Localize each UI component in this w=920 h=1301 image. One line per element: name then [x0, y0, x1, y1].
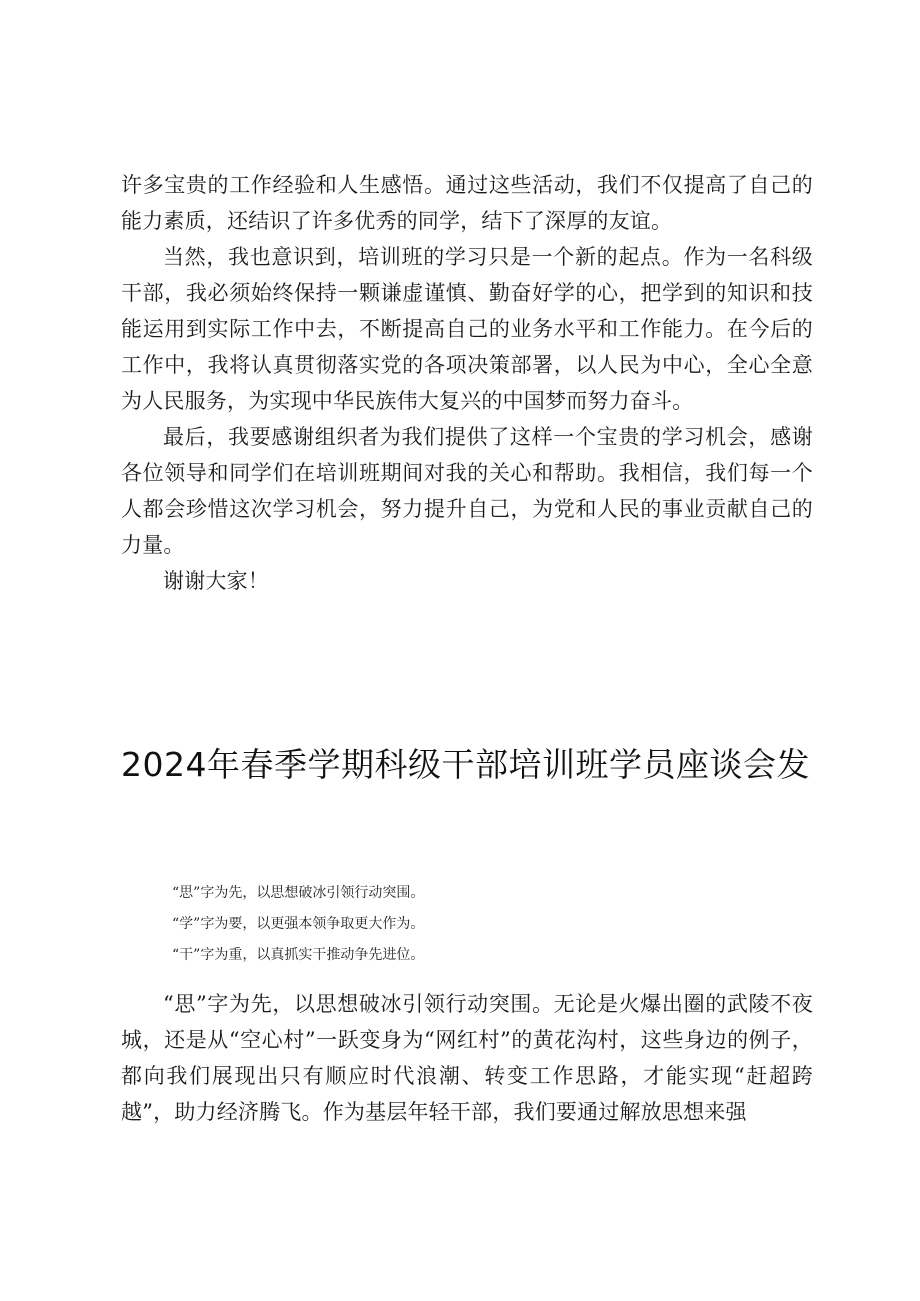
paragraph-thank-you: 谢谢大家！	[163, 569, 269, 593]
paragraph-new-starting-point: 当然，我也意识到，培训班的学习只是一个新的起点。作为一名科级干部，我必须始终保持一颗谦虚谨慎、勤奋好学的心，把学到的知识和技能运用到实际工作中去，不断提高自己的业务水平和工作能力。在今后的工作中，我将认真贯彻落实党的各项决策部署，以人民为中心，全心全意为人民服务，为实现中华民族伟大复兴的中国梦而努力奋斗。	[121, 245, 813, 413]
outline-item-learn: “学”字为要，以更强本领争取更大作为。	[172, 916, 425, 932]
paragraph-thanks-organizers: 最后，我要感谢组织者为我们提供了这样一个宝贵的学习机会，感谢各位领导和同学们在培训班期间对我的关心和帮助。我相信，我们每一个人都会珍惜这次学习机会，努力提升自己，为党和人民的事业贡献自己的力量。	[121, 425, 813, 557]
speech-body-section	[121, 986, 813, 1130]
paragraph-think-first: “思”字为先，以思想破冰引领行动突围。无论是火爆出圈的武陵不夜城，还是从“空心村”一跃变身为“网红村”的黄花沟村，这些身边的例子，都向我们展现出只有顺应时代浪潮、转变工作思路，才能实现“赶超跨越”，助力经济腾飞。作为基层年轻干部，我们要通过解放思想来强	[121, 992, 813, 1124]
speech-closing-section	[121, 167, 813, 599]
outline-list	[172, 878, 672, 971]
paragraph-continued: 许多宝贵的工作经验和人生感悟。通过这些活动，我们不仅提高了自己的能力素质，还结识了许多优秀的同学，结下了深厚的友谊。	[121, 173, 813, 233]
outline-item-act: “干”字为重，以真抓实干推动争先进位。	[172, 947, 425, 963]
document-title: 2024年春季学期科级干部培训班学员座谈会发	[121, 745, 810, 784]
outline-item-think: “思”字为先，以思想破冰引领行动突围。	[172, 885, 425, 901]
